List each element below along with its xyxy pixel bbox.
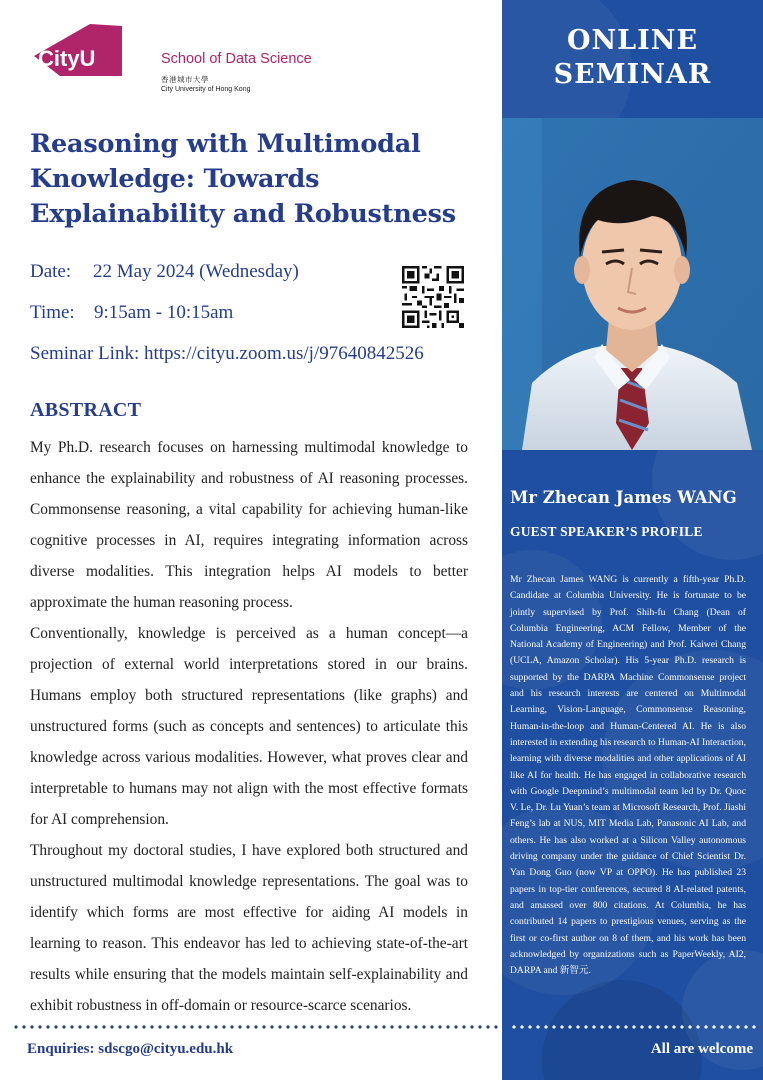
seminar-title: Reasoning with Multimodal Knowledge: Towards Explainability and Robustness bbox=[30, 129, 456, 229]
badge-line-seminar: SEMINAR bbox=[553, 59, 712, 90]
abstract-paragraph: My Ph.D. research focuses on harnessing multimodal knowledge to enhance the explainability and robustness of AI reasoning processes. Commonsense reasoning, a vital capability for achieving human-like cognitive processes in AI, requires integrating information across diverse modalities. This integration helps AI models to better approximate the human reasoning process. bbox=[30, 439, 468, 611]
seminar-link-row bbox=[30, 343, 424, 365]
speaker-name: Mr Zhecan James WANG bbox=[510, 488, 737, 507]
cityu-logo bbox=[30, 18, 312, 93]
badge-line-online: ONLINE bbox=[566, 25, 699, 56]
time-label: Time: bbox=[30, 302, 75, 323]
date-value: 22 May 2024 (Wednesday) bbox=[93, 261, 299, 282]
all-welcome-note: All are welcome bbox=[650, 1041, 753, 1057]
enquiries-contact: Enquiries: sdscgo@cityu.edu.hk bbox=[27, 1041, 234, 1057]
time-row bbox=[30, 302, 233, 324]
profile-heading: GUEST SPEAKER’S PROFILE bbox=[510, 524, 703, 539]
speaker-bio: Mr Zhecan James WANG is currently a fifth-year Ph.D. Candidate at Columbia University. He is fortunate to be jointly supervised by Prof. Shih-fu Chang (Dean of Columbia Engineering, ACM Fellow, Member of the National Academy of Engineering) and Prof. Kaiwei Chang (UCLA, Amazon Scholar). His 5-year Ph.D. research is supported by the DARPA Machine Commonsense project and his research interests are centered on Multimodal Learning, Vision-Language, Commonsense Reasoning, Human-in-the-loop and Human-Centered AI. He is also interested in extending his research to Human-AI Interaction, learning with diverse modalities and other applications of AI like AI for health. He has engaged in collaborative research with Google Deepmind’s multimodal team led by Dr. Quoc V. Le, Dr. Lu Yuan’s team at Microsoft Research, Prof. Jiashi Feng’s lab at NUS, MIT Media Lab, Panasonic AI Lab, and others. He has also worked at a Silicon Valley autonomous driving company under the guidance of Chief Scientist Dr. Yan Dong Guo (now VP at OPPO). He has published 23 papers in top-tier conferences, secured 8 AI-related patents, and amassed over 800 citations. At Columbia, he has contributed 14 papers to prestigious venues, serving as the first or co-first author on 8 of them, and his work has been acknowledged by organizations such as PaperWeekly, AI2, DARPA and 新智元. bbox=[510, 574, 746, 977]
time-value: 9:15am - 10:15am bbox=[94, 302, 234, 323]
cityu-logo-mark bbox=[30, 18, 124, 76]
abstract-paragraph: Throughout my doctoral studies, I have explored both structured and unstructured multimodal knowledge representations. The goal was to identify which forms are most effective for aiding AI models in learning to reason. This endeavor has led to achieving state-of-the-art results while ensuring that the models maintain self-explainability and exhibit robustness in off-domain or resource-scarce scenarios. bbox=[30, 842, 468, 1014]
qr-code-icon[interactable] bbox=[402, 266, 464, 328]
dotted-divider bbox=[12, 1024, 502, 1030]
online-seminar-badge bbox=[502, 24, 763, 92]
seminar-link[interactable]: https://cityu.zoom.us/j/97640842526 bbox=[143, 343, 424, 364]
date-label: Date: bbox=[30, 261, 72, 282]
abstract-paragraph: Conventionally, knowledge is perceived as a human concept—a projection of external world interpretations stored in our brains. Humans employ both structured representations (like graphs) and unstructured forms (such as concepts and sentences) to articulate this knowledge across various modalities. However, what proves clear and interpretable to humans may not align with the most effective formats for AI comprehension. bbox=[30, 625, 468, 828]
university-name-cn: 香港城市大學 bbox=[161, 75, 209, 84]
speaker-panel bbox=[502, 0, 763, 1080]
dotted-divider bbox=[510, 1024, 760, 1030]
university-name-en: City University of Hong Kong bbox=[161, 86, 251, 93]
abstract-heading: ABSTRACT bbox=[30, 399, 142, 421]
date-row bbox=[30, 261, 299, 283]
speaker-photo bbox=[502, 118, 763, 450]
abstract-body bbox=[30, 432, 468, 1021]
logo-mark-text: CityU bbox=[38, 46, 96, 71]
seminar-link-label: Seminar Link: bbox=[30, 343, 140, 364]
school-name: School of Data Science bbox=[161, 51, 312, 67]
